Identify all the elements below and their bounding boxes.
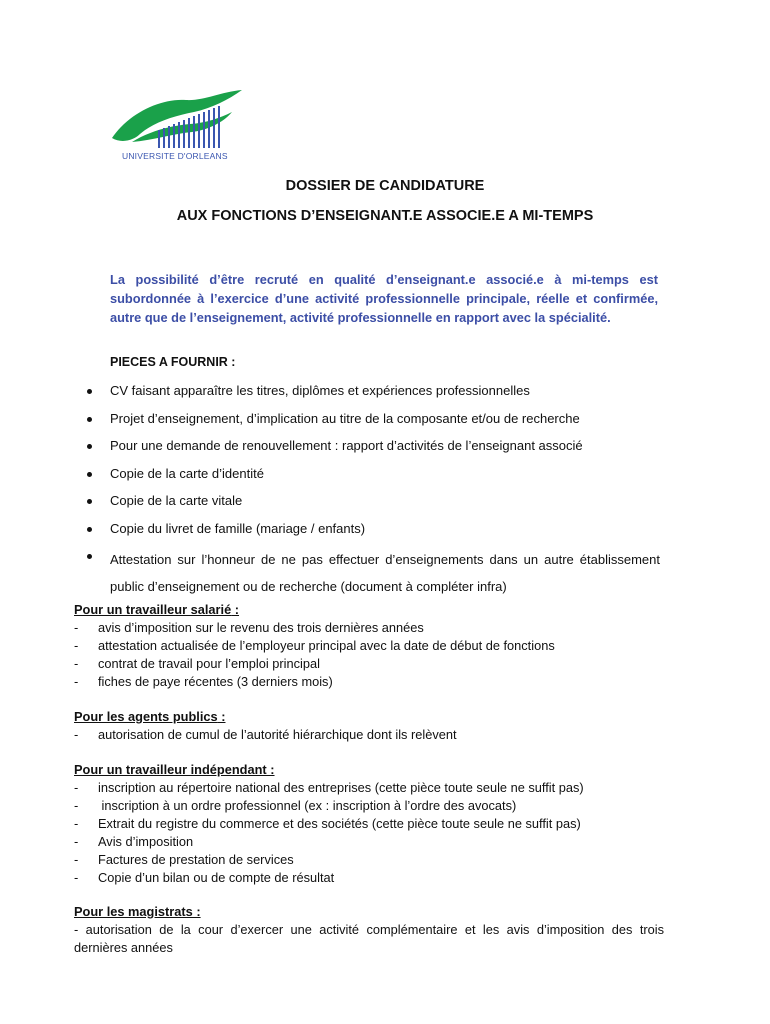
document-title: DOSSIER DE CANDIDATURE [285, 178, 485, 194]
list-item: - Avis d’imposition [74, 834, 194, 849]
section-heading: Pour les magistrats : [74, 904, 201, 919]
list-item: - fiches de paye récentes (3 derniers mois) [74, 674, 333, 689]
list-item: - avis d’imposition sur le revenu des trois dernières années [74, 620, 424, 635]
list-item: Copie du livret de famille (mariage / enfants) [84, 519, 660, 547]
bullet-icon [87, 417, 92, 422]
section-agents-publics [74, 708, 664, 744]
section-salarie [74, 601, 664, 691]
section-heading: Pour les agents publics : [74, 709, 226, 724]
list-item: - Extrait du registre du commerce et des sociétés (cette pièce toute seule ne suffit pas) [74, 816, 581, 831]
pieces-list [84, 381, 660, 600]
pieces-heading: PIECES A FOURNIR : [110, 355, 236, 369]
list-item: - attestation actualisée de l’employeur principal avec la date de début de fonctions [74, 638, 555, 653]
bullet-icon [87, 444, 92, 449]
bullet-icon [87, 472, 92, 477]
intro-paragraph: La possibilité d’être recruté en qualité d’enseignant.e associé.e à mi-temps est subordonnée à l’exercice d’une activité professionnelle principale, réelle et confirmée, autre que de l’enseignement, activité professionnelle en rapport avec la spécialité. [110, 272, 658, 325]
bullet-icon [87, 527, 92, 532]
bullet-icon [87, 389, 92, 394]
list-item: - Copie d’un bilan ou de compte de résultat [74, 870, 335, 885]
list-item: Attestation sur l’honneur de ne pas effectuer d’enseignements dans un autre établissement public d’enseignement ou de recherche (document à compléter infra) [84, 546, 660, 600]
section-heading: Pour un travailleur salarié : [74, 602, 240, 617]
list-item: Copie de la carte d’identité [84, 464, 660, 492]
list-item: - inscription à un ordre professionnel (ex : inscription à l’ordre des avocats) [74, 798, 517, 813]
list-item: - Factures de prestation de services [74, 852, 294, 867]
list-item: - inscription au répertoire national des entreprises (cette pièce toute seule ne suffit pas) [74, 780, 584, 795]
list-item: Projet d’enseignement, d’implication au titre de la composante et/ou de recherche [84, 409, 660, 437]
document-subtitle: AUX FONCTIONS D’ENSEIGNANT.E ASSOCIE.E A MI-TEMPS [176, 208, 594, 224]
section-paragraph: - autorisation de la cour d’exercer une activité complémentaire et les avis d’imposition des trois dernières années [74, 922, 664, 955]
list-item: - autorisation de cumul de l’autorité hiérarchique dont ils relèvent [74, 727, 457, 742]
bullet-icon [87, 554, 92, 559]
section-independant [74, 761, 664, 887]
list-item: Copie de la carte vitale [84, 491, 660, 519]
section-heading: Pour un travailleur indépendant : [74, 762, 275, 777]
section-magistrats [74, 903, 664, 957]
list-item: - contrat de travail pour l’emploi principal [74, 656, 320, 671]
logo-caption: UNIVERSITE D'ORLEANS [122, 151, 228, 161]
list-item: Pour une demande de renouvellement : rapport d’activités de l’enseignant associé [84, 436, 660, 464]
bullet-icon [87, 499, 92, 504]
list-item: CV faisant apparaître les titres, diplômes et expériences professionnelles [84, 381, 660, 409]
